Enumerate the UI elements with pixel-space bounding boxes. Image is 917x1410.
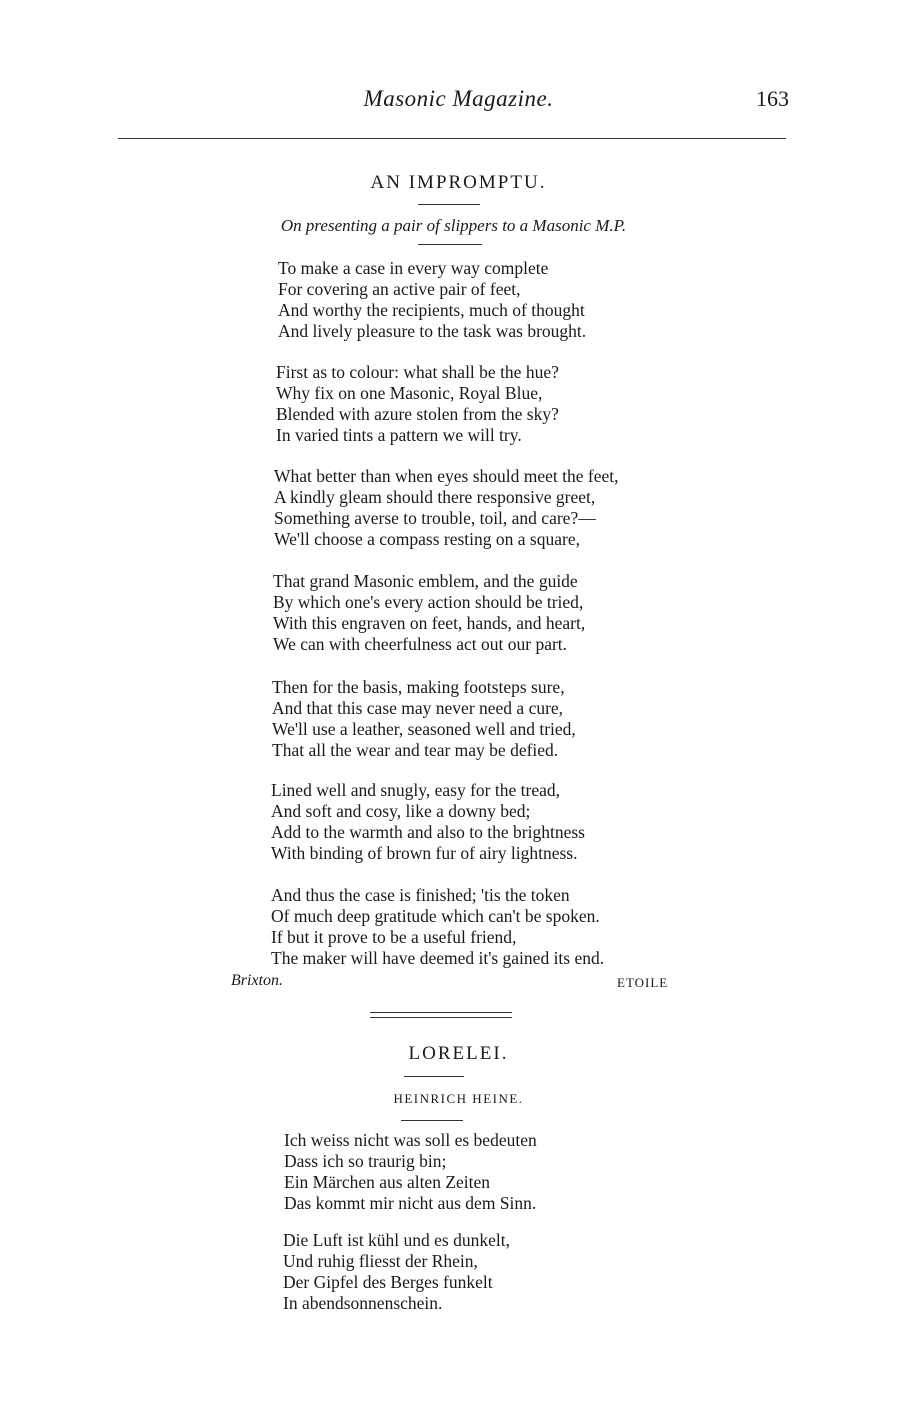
poem-line: Then for the basis, making footsteps sure, bbox=[272, 677, 565, 697]
poem-line: Blended with azure stolen from the sky? bbox=[276, 404, 559, 424]
poem-line: Und ruhig fliesst der Rhein, bbox=[283, 1251, 478, 1271]
stanza-2 bbox=[276, 362, 559, 446]
poem-author: HEINRICH HEINE. bbox=[393, 1091, 524, 1106]
poem-line: And lively pleasure to the task was brought. bbox=[278, 321, 587, 341]
poem-line: That all the wear and tear may be defied. bbox=[272, 740, 559, 760]
subtitle-rule bbox=[418, 244, 482, 245]
poem-line: Lined well and snugly, easy for the tread, bbox=[271, 780, 560, 800]
stanza-5 bbox=[272, 677, 576, 761]
section-separator-bottom bbox=[370, 1017, 512, 1018]
stanza-4 bbox=[273, 571, 585, 655]
poem-line: And thus the case is finished; 'tis the token bbox=[271, 885, 570, 905]
poem-line: And worthy the recipients, much of thought bbox=[278, 300, 585, 320]
poem-line: If but it prove to be a useful friend, bbox=[271, 927, 517, 947]
stanza-3 bbox=[274, 466, 619, 550]
poem-line: Ich weiss nicht was soll es bedeuten bbox=[284, 1130, 537, 1150]
poem-line: In varied tints a pattern we will try. bbox=[276, 425, 522, 445]
poem-line: With binding of brown fur of airy lightness. bbox=[271, 843, 578, 863]
poem-line: That grand Masonic emblem, and the guide bbox=[273, 571, 578, 591]
poem-line: In abendsonnenschein. bbox=[283, 1293, 443, 1313]
poem-line: With this engraven on feet, hands, and heart, bbox=[273, 613, 586, 633]
poem-line: And that this case may never need a cure, bbox=[272, 698, 564, 718]
poem-line: By which one's every action should be tried, bbox=[273, 592, 584, 612]
header-rule bbox=[118, 138, 786, 139]
poem-line: Der Gipfel des Berges funkelt bbox=[283, 1272, 493, 1292]
poem-subtitle: On presenting a pair of slippers to a Masonic M.P. bbox=[280, 216, 627, 235]
poem-line: To make a case in every way complete bbox=[278, 258, 549, 278]
poem-line: We'll choose a compass resting on a square, bbox=[274, 529, 580, 549]
lorelei-title-rule bbox=[404, 1076, 464, 1077]
poem-line: Of much deep gratitude which can't be spoken. bbox=[271, 906, 600, 926]
poem-line: What better than when eyes should meet the feet, bbox=[274, 466, 619, 486]
poem-line: Why fix on one Masonic, Royal Blue, bbox=[276, 383, 543, 403]
poem-line: Dass ich so traurig bin; bbox=[284, 1151, 447, 1171]
title-rule bbox=[418, 204, 480, 205]
stanza-7 bbox=[271, 885, 604, 969]
poem-line: We'll use a leather, seasoned well and tried, bbox=[272, 719, 576, 739]
lorelei-stanza-2 bbox=[283, 1230, 510, 1314]
lorelei-stanza-1 bbox=[284, 1130, 537, 1214]
poem-line: For covering an active pair of feet, bbox=[278, 279, 521, 299]
stanza-6 bbox=[271, 780, 585, 864]
poem-line: Something averse to trouble, toil, and care?— bbox=[274, 508, 596, 528]
signature-place: Brixton. bbox=[231, 972, 283, 989]
poem-title-impromptu: AN IMPROMPTU. bbox=[370, 172, 547, 193]
signature-name: ETOILE bbox=[617, 975, 669, 990]
poem-title-lorelei: LORELEI. bbox=[408, 1043, 509, 1064]
poem-line: The maker will have deemed it's gained its end. bbox=[271, 948, 605, 968]
poem-line: Die Luft ist kühl und es dunkelt, bbox=[283, 1230, 510, 1250]
stanza-1 bbox=[278, 258, 586, 342]
poem-line: Das kommt mir nicht aus dem Sinn. bbox=[284, 1193, 537, 1213]
author-rule bbox=[401, 1120, 463, 1121]
poem-line: And soft and cosy, like a downy bed; bbox=[271, 801, 531, 821]
poem-line: Ein Märchen aus alten Zeiten bbox=[284, 1172, 491, 1192]
poem-line: First as to colour: what shall be the hue? bbox=[276, 362, 559, 382]
poem-line: Add to the warmth and also to the brightness bbox=[271, 822, 585, 842]
running-header-title: Masonic Magazine. bbox=[363, 86, 554, 111]
poem-line: A kindly gleam should there responsive greet, bbox=[274, 487, 596, 507]
page-number: 163 bbox=[756, 86, 789, 111]
section-separator-top bbox=[370, 1012, 512, 1013]
poem-line: We can with cheerfulness act out our part. bbox=[273, 634, 568, 654]
